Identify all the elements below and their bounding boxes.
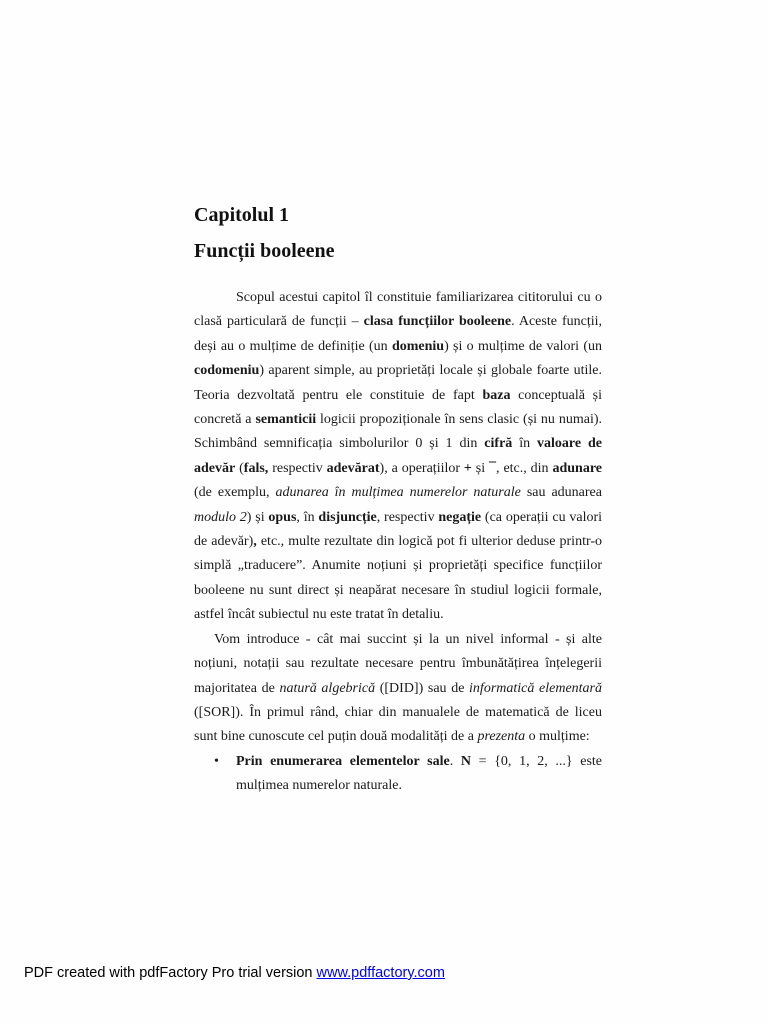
bold-term: disjuncție [318,509,377,525]
italic-term: prezenta [477,729,526,745]
italic-term: natură algebrică [279,680,376,696]
text-run: (de exemplu, [194,485,276,501]
text-run: ([SOR]). În primul rând, chiar din manualele de matematică de liceu sunt bine cunoscute cel puțin două modalități de a [194,704,602,745]
chapter-title: Funcții booleene [194,240,335,262]
text-run: și [471,460,490,476]
text-run: conceptuală și concretă a [194,387,603,428]
bold-term: baza [482,387,511,403]
chapter-number: Capitolul 1 [194,204,290,226]
text-run: ( [235,460,244,476]
italic-term: informatică elementară [469,680,602,696]
pdf-footer [24,963,445,983]
text-run: ) și o mulțime de valori (un [444,338,603,354]
footer-text: PDF created with pdfFactory Pro trial version [24,965,317,981]
bold-term: Prin enumerarea elementelor sale [236,753,450,769]
bold-term: valoare de adevăr [194,436,602,476]
bullet-text [236,754,602,793]
text-run: ) aparent simple, au proprietăți locale și globale foarte utile. Teoria dezvoltată pentru ele constituie de fapt [194,363,602,403]
bullet-item-enumeration [194,750,602,799]
paragraph-intro [194,286,602,628]
text-run: sau adunarea [520,485,602,501]
bold-term: adevărat [326,460,380,476]
paragraph-notions [194,628,602,750]
bold-term: + [463,460,472,476]
text-run: = {0, 1, 2, ...} este mulțimea numerelor naturale. [236,753,603,794]
text-run: (ca operații cu valori de adevăr) [194,509,603,550]
text-run: ), a operațiilor [379,460,464,476]
text-run: o mulțime: [525,729,590,745]
text-run: . [449,753,461,769]
bold-term: fals, [243,460,269,476]
bold-term: codomeniu [194,363,260,379]
text-run: . Aceste funcții, deși au o mulțime de definiție (un [194,314,602,354]
bold-term: cifră [484,436,513,452]
text-run: , respectiv [376,509,439,525]
bold-term: ¯ [489,460,497,476]
bold-term: semanticii [255,412,317,428]
text-run: ) și [246,509,269,525]
text-run: , în [296,509,319,525]
bold-term: N [460,753,471,769]
text-run: , etc., din [496,460,553,476]
bold-term: , [253,534,257,550]
bold-term: opus [268,509,297,525]
bold-term: negație [438,509,482,525]
text-run: etc., multe rezultate din logică pot fi ulterior deduse printr-o simplă „traducere”. Anumite noțiuni și proprietăți specifice funcțiilor booleene nu sunt direct și neapărat necesare în studiul logicii formale, astfel încât subiectul nu este tratat în detaliu. [194,534,602,623]
text-run: ([DID]) sau de [375,680,470,696]
text-run: Scopul acestui capitol îl constituie familiarizarea cititorului cu o clasă particulară de funcții – [194,290,602,330]
text-run: respectiv [268,460,327,476]
text-run: logicii propoziționale în sens clasic (și nu numai). Schimbând semnificația simbolurilor 0 și 1 din [194,412,602,452]
text-run: în [512,436,538,452]
italic-term: modulo 2 [194,509,247,525]
bold-term: domeniu [391,338,445,354]
italic-term: adunarea în mulțimea numerelor naturale [275,485,521,501]
text-run: Vom introduce - cât mai succint și la un nivel informal - și alte noțiuni, notații sau rezultate necesare pentru îmbunătățirea înțelegerii majoritatea de [194,631,602,696]
chapter-body [194,286,602,799]
bold-term: adunare [552,460,603,476]
bold-term: clasa funcțiilor booleene [363,314,512,330]
bullet-icon: • [214,753,219,769]
footer-link[interactable]: www.pdffactory.com [316,965,445,981]
